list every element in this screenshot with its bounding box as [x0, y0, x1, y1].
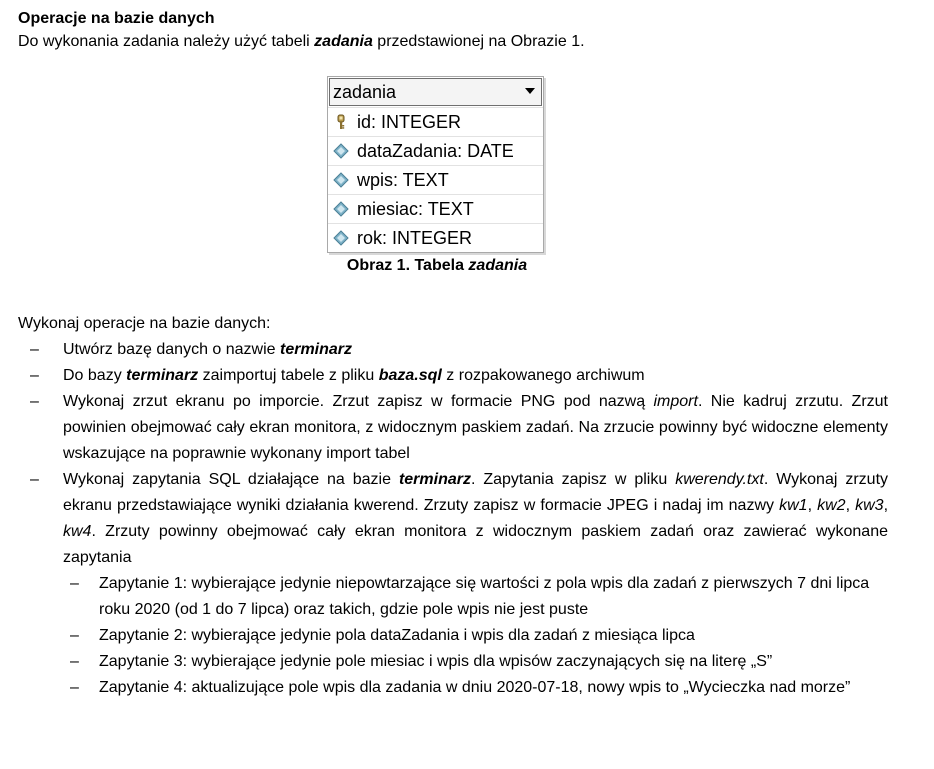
table-header	[329, 78, 542, 106]
table-field	[328, 223, 543, 252]
field-icon	[333, 230, 349, 246]
file-name: kwerendy.txt	[675, 471, 764, 488]
text: . Zrzuty powinny obejmować cały ekran monitora z widocznym paskiem zadań oraz zawierać wykonane zapytania	[63, 523, 888, 566]
field-label: id: INTEGER	[357, 111, 462, 132]
intro-table-name: zadania	[314, 33, 373, 50]
primary-key-icon	[333, 114, 349, 130]
query-item: – Zapytanie 3: wybierające jedynie pole miesiac i wpis dla wpisów zaczynających się na literę „S”	[63, 649, 889, 675]
field-icon	[333, 143, 349, 159]
text: . Wykonaj zrzuty ekranu przedstawiające wyniki działania kwerend. Zrzuty zapisz w formacie JPEG i nadaj im nazwy	[63, 471, 889, 514]
db-name: terminarz	[126, 367, 199, 384]
file-name: kw3	[855, 497, 884, 514]
file-name: import	[653, 393, 698, 410]
caption-table-name: zadania	[468, 257, 528, 274]
table-diagram	[327, 76, 544, 253]
text: Do bazy	[63, 367, 127, 384]
task-lead: Wykonaj operacje na bazie danych:	[18, 315, 271, 332]
field-label: wpis: TEXT	[357, 169, 449, 190]
field-icon	[333, 201, 349, 217]
text: . Nie kadruj zrzutu. Zrzut powinien obejmować cały ekran monitora, z widocznym paskiem zadań. Na zrzucie powinny być widoczne elementy wskazujące na poprawnie wykonany import tabel	[63, 393, 888, 462]
task-list	[18, 337, 898, 701]
list-item	[18, 363, 888, 389]
table-field	[328, 194, 543, 223]
section-heading: Operacje na bazie danych	[18, 10, 215, 27]
text: zaimportuj tabele z pliku	[198, 367, 379, 384]
file-name: kw1	[779, 497, 808, 514]
chevron-down-icon	[525, 88, 535, 94]
query-item: – Zapytanie 2: wybierające jedynie pola dataZadania i wpis dla zadań z miesiąca lipca	[63, 623, 889, 649]
text: ,	[883, 497, 889, 514]
list-item	[18, 337, 888, 363]
table-name: zadania	[333, 81, 397, 102]
table-figure	[327, 76, 545, 276]
table-field	[328, 107, 543, 136]
task-section	[18, 311, 898, 701]
query-list	[63, 571, 888, 701]
field-icon	[333, 172, 349, 188]
document-page	[18, 8, 898, 53]
list-item	[18, 389, 888, 467]
db-name: terminarz	[398, 471, 471, 488]
table-field	[328, 136, 543, 165]
text: z rozpakowanego archiwum	[441, 367, 645, 384]
caption-prefix: Obraz 1. Tabela	[346, 257, 469, 274]
table-field	[328, 165, 543, 194]
text: ,	[807, 497, 818, 514]
intro-paragraph	[18, 31, 898, 53]
text: Wykonaj zrzut ekranu po imporcie. Zrzut zapisz w formacie PNG pod nazwą	[63, 393, 654, 410]
text: . Zapytania zapisz w pliku	[470, 471, 676, 488]
field-label: dataZadania: DATE	[357, 140, 514, 161]
db-name: terminarz	[280, 341, 353, 358]
file-name: kw2	[817, 497, 846, 514]
list-item	[18, 467, 888, 701]
query-item: – Zapytanie 4: aktualizujące pole wpis dla zadania w dniu 2020-07-18, nowy wpis to „Wycieczka nad morze”	[63, 675, 889, 701]
intro-text-2: przedstawionej na Obrazie 1.	[372, 33, 585, 50]
file-name: baza.sql	[378, 367, 442, 384]
text: Utwórz bazę danych o nazwie	[63, 341, 280, 358]
intro-text-1: Do wykonania zadania należy użyć tabeli	[18, 33, 315, 50]
field-label: miesiac: TEXT	[357, 198, 474, 219]
file-name: kw4	[63, 523, 92, 540]
query-item: – Zapytanie 1: wybierające jedynie niepowtarzające się wartości z pola wpis dla zadań z pierwszych 7 dni lipca roku 2020 (od 1 do 7 lipca) oraz takich, gdzie pole wpis nie jest puste	[63, 571, 889, 623]
figure-caption	[327, 256, 547, 276]
text: ,	[845, 497, 856, 514]
field-label: rok: INTEGER	[357, 227, 473, 248]
text: Wykonaj zapytania SQL działające na bazie	[63, 471, 399, 488]
